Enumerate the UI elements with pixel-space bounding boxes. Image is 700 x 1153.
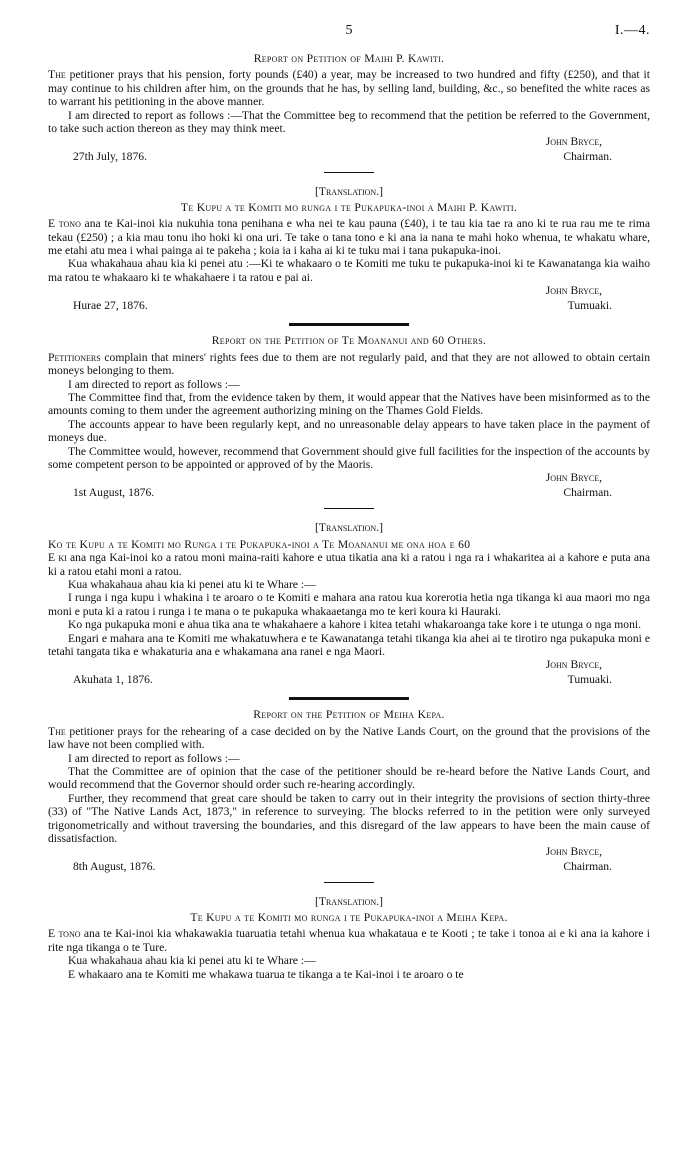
signature-block xyxy=(48,135,650,149)
paragraph-lead: E tono xyxy=(48,217,81,231)
report-date: 27th July, 1876. xyxy=(73,150,147,164)
section-title: Report on the Petition of Meiha Kepa. xyxy=(253,708,445,722)
paragraph-lead: E ki xyxy=(48,551,67,565)
paragraph-lead: E tono xyxy=(48,927,81,941)
divider xyxy=(324,172,374,173)
paragraph: Kua whakahaua ahau kia ki penei atu ki te Whare :— xyxy=(68,954,316,968)
signature-row xyxy=(48,149,650,165)
section-divider xyxy=(289,323,409,326)
report-date: Akuhata 1, 1876. xyxy=(73,673,153,687)
signature-row xyxy=(48,859,650,875)
paragraph-lead: The xyxy=(48,724,66,738)
signature-name: John Bryce, xyxy=(545,471,602,485)
document-page xyxy=(48,22,650,981)
document-reference: I.—4. xyxy=(614,23,650,38)
paragraph xyxy=(48,68,650,108)
translation-te-moananui xyxy=(48,521,650,700)
paragraph: I am directed to report as follows :— xyxy=(68,377,240,391)
paragraph-text: ana nga Kai-inoi ko a ratou moni maina-raiti kahore e utua tikatia ana ki a ratou i nga ra i whakaritea ai a kahore e puta ana ki a ratou etahi moni a ratou. xyxy=(48,551,650,578)
translation-label: [Translation.] xyxy=(315,895,383,909)
page-number: 5 xyxy=(345,23,353,38)
signature-block xyxy=(48,284,650,298)
translation-maihi-kawiti xyxy=(48,185,650,326)
report-date: Hurae 27, 1876. xyxy=(73,299,148,313)
paragraph-text: petitioner prays that his pension, forty pounds (£40) a year, may be increased to two hundred and fifty (£250), and that it may continue to his children after him, on the grounds that he has, by selling land, building, &c., so benefited the white races as to warrant his petitioning in the above manner. xyxy=(48,68,650,109)
paragraph xyxy=(48,217,650,257)
signature-role: Tumuaki. xyxy=(567,299,612,313)
paragraph: I am directed to report as follows :—That the Committee beg to recommend that the petition be referred to the Government, to take such action thereon as they may think meet. xyxy=(48,108,650,136)
paragraph-text: complain that miners' rights fees due to them are not regularly paid, and that they are not allowed to obtain certain moneys belonging to them. xyxy=(48,350,650,378)
paragraph: Further, they recommend that great care should be taken to carry out in their integrity the provisions of section thirty-three (33) of "The Native Lands Act, 1873," in reference to surveying. The blocks referred to in the petition were only surveyed trigonometrically and without traversing the boundaries, and this disregard of the law appears to have been the main cause of dissatisfaction. xyxy=(48,791,650,846)
paragraph: The Committee would, however, recommend that Government should give full facilities for the inspection of the accounts by some competent person to be appointed or approved of by the Maoris. xyxy=(48,444,650,471)
report-date: 1st August, 1876. xyxy=(73,486,155,500)
signature-name: John Bryce, xyxy=(545,658,602,672)
paragraph-lead: Petitioners xyxy=(48,350,101,364)
paragraph xyxy=(48,927,650,954)
paragraph xyxy=(48,725,650,752)
paragraph: The Committee find that, from the evidence taken by them, it would appear that the Natives have been misinformed as to the amounts coming to them under the agreement authorizing mining on the Thames Gold Fields. xyxy=(48,390,650,418)
section-title: Report on Petition of Maihi P. Kawiti. xyxy=(253,52,445,65)
signature-name: John Bryce, xyxy=(545,135,602,149)
report-maihi-kawiti xyxy=(48,52,650,173)
signature-row xyxy=(48,672,650,688)
paragraph: That the Committee are of opinion that the case of the petitioner should be re-heard before the Native Lands Court, and would recommend that the Governor should order such re-hearing accordingly. xyxy=(48,765,650,792)
signature-role: Tumuaki. xyxy=(567,673,612,687)
section-title: Te Kupu a te Komiti mo runga i te Pukapuka-inoi a Meiha Kepa. xyxy=(190,910,508,924)
report-te-moananui xyxy=(48,334,650,509)
signature-name: John Bryce, xyxy=(545,284,602,298)
section-title: Te Kupu a te Komiti mo runga i te Pukapuka-inoi a Maihi P. Kawiti. xyxy=(180,200,518,214)
paragraph: The accounts appear to have been regularly kept, and no unreasonable delay appears to have taken place in the payment of moneys due. xyxy=(48,417,650,445)
signature-block xyxy=(48,471,650,485)
signature-role: Chairman. xyxy=(563,150,612,164)
signature-name: John Bryce, xyxy=(545,845,602,859)
signature-role: Chairman. xyxy=(563,860,612,874)
paragraph: Ko nga pukapuka moni e ahua tika ana te whakahaere a kahore i kitea tetahi whakaroanga take kore i te utunga o nga moni. xyxy=(68,618,642,632)
paragraph xyxy=(48,551,650,578)
report-meiha-kepa xyxy=(48,708,650,883)
paragraph: Kua whakahaua ahau kia ki penei atu :—Ki te whakaaro o te Komiti me tuku te pukapuka-inoi ki te Kawanatanga kia waiho ma ratou te whakaaro ki te whakahaere i ta ratou e pai ai. xyxy=(48,257,650,284)
divider xyxy=(324,508,374,509)
section-title: Report on the Petition of Te Moananui and 60 Others. xyxy=(211,334,487,348)
signature-role: Chairman. xyxy=(563,486,612,500)
paragraph: Engari e mahara ana te Komiti me whakatuwhera e te Kawanatanga tetahi tikanga kia ahei ai te tirotiro nga pukapuka moni e tetahi tangata tika e whakaturia ana e whakamana ana ranei e nga Maori. xyxy=(48,631,650,658)
report-date: 8th August, 1876. xyxy=(73,860,156,874)
paragraph: I runga i nga kupu i whakina i te aroaro o te Komiti e mahara ana ratou kua korerotia hetia nga tikanga ki aua maori mo nga moni e puta ki a ratou i runga i te mana o te pukapuka whakaaetanga mo te keri koura ki Hauraki. xyxy=(48,591,650,618)
translation-meiha-kepa xyxy=(48,895,650,980)
paragraph: Kua whakahaua ahau kia ki penei atu ki te Whare :— xyxy=(68,577,316,591)
paragraph-text: petitioner prays for the rehearing of a case decided on by the Native Lands Court, on the ground that the provisions of the law have not been complied with. xyxy=(48,724,650,752)
divider xyxy=(324,882,374,883)
paragraph: I am directed to report as follows :— xyxy=(68,751,240,765)
paragraph-lead: The xyxy=(48,68,66,82)
section-divider xyxy=(289,697,409,700)
paragraph-text: ana te Kai-inoi kia nukuhia tona penihana e wha nei te kau pauna (£40), i te tau kia tae ra ano ki te rua rau me te rima tekau (£250) ; a kia mau tonu iho hoki ki ona uri. Te take o tana tono e ki ana ia nana te mahi hoko whenua, te whakatu whare, me etahi atu mea i whai painga ai te pakeha ; koia ia i kaha ai ki te tuku mai i tana pukapuka-inoi. xyxy=(48,217,650,258)
paragraph: E whakaaro ana te Komiti me whakawa tuarua te tikanga a te Kai-inoi i te aroaro o te xyxy=(68,967,464,981)
page-header xyxy=(48,22,650,44)
translation-label: [Translation.] xyxy=(315,521,383,535)
signature-row xyxy=(48,485,650,501)
paragraph-text: ana te Kai-inoi kia whakawakia tuaruatia tetahi whenua kua whakataua e te Kooti ; te take i tonoa ai e ki ana ia kahore i rite nga tikanga o te Ture. xyxy=(48,927,650,954)
section-title: Ko te Kupu a te Komiti mo Runga i te Pukapuka-inoi a Te Moananui me ona hoa e 60 xyxy=(48,537,471,551)
signature-block xyxy=(48,845,650,859)
paragraph xyxy=(48,351,650,378)
signature-block xyxy=(48,658,650,672)
signature-row xyxy=(48,298,650,314)
translation-label: [Translation.] xyxy=(315,185,383,199)
